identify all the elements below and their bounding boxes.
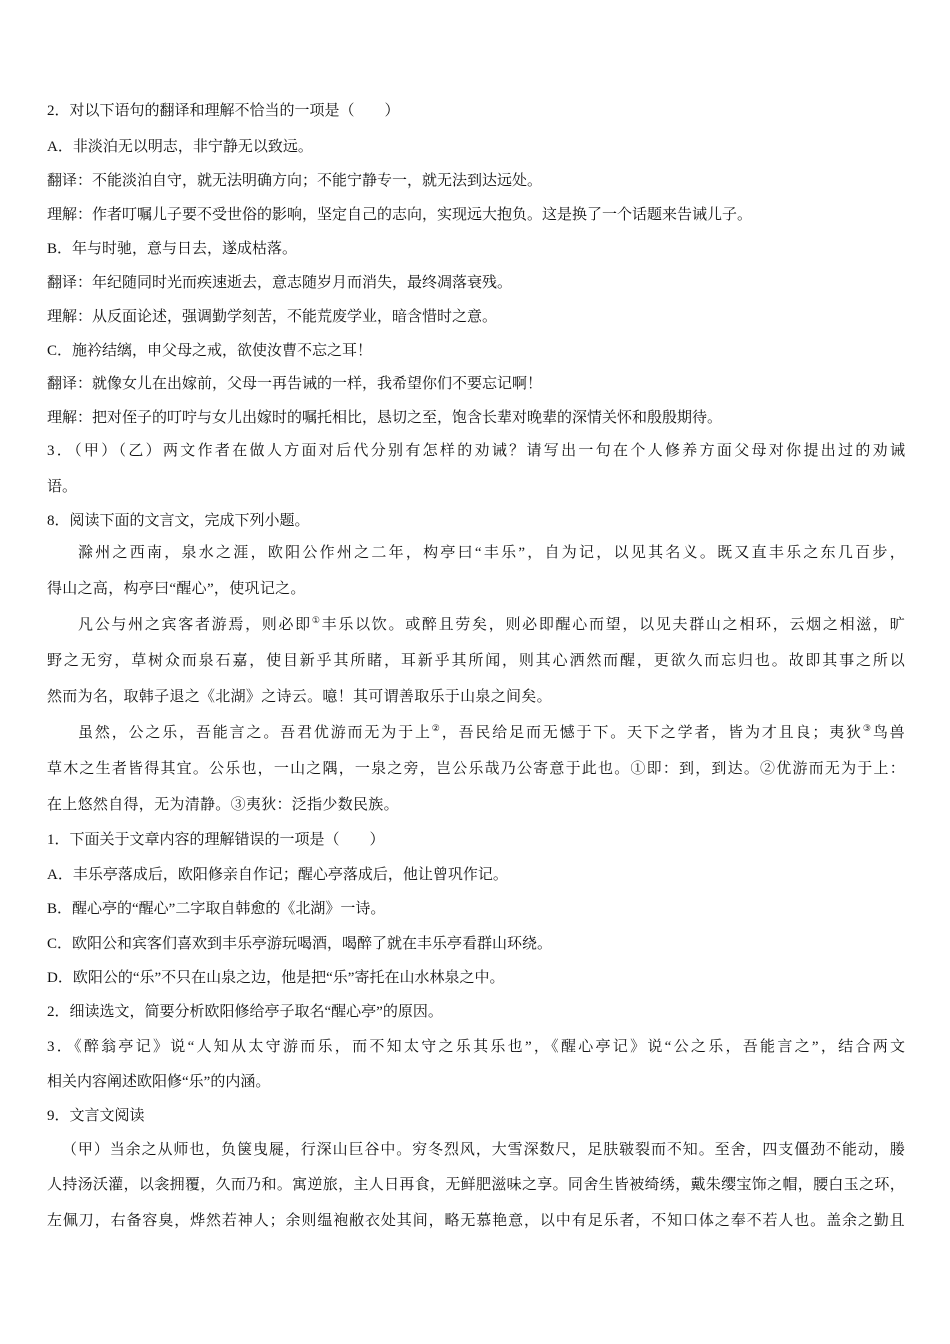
- q8-sub1-option-b: B．醒心亭的“醒心”二字取自韩愈的《北湖》一诗。: [47, 901, 386, 917]
- q8-passage-p3-line3: 在上悠然自得，无为清静。③夷狄：泛指少数民族。: [47, 797, 399, 813]
- q8-passage-p2-line3: 然而为名，取韩子退之《北湖》之诗云。噫！其可谓善取乐于山泉之间矣。: [47, 689, 552, 705]
- q8-sub1-stem: 1．下面关于文章内容的理解错误的一项是（ ）: [47, 832, 385, 848]
- q8-sub1-option-a: A．丰乐亭落成后，欧阳修亲自作记；醒心亭落成后，他让曾巩作记。: [47, 867, 508, 883]
- q2-option-c: C．施衿结缡，申父母之戒，欲使汝曹不忘之耳！: [47, 343, 373, 359]
- q8-passage-p3-line1: [78, 723, 905, 743]
- q9-passage-line3: 左佩刀，右备容臭，烨然若神人；余则缊袍敝衣处其间，略无慕艳意，以中有足乐者，不知口体之奉不若人也。盖余之勤且: [47, 1213, 905, 1229]
- q2-c-understanding: 理解：把对侄子的叮咛与女儿出嫁时的嘱托相比，恳切之至，饱含长辈对晚辈的深情关怀和殷殷期待。: [47, 410, 723, 426]
- q9-passage-line1: （甲）当余之从师也，负箧曳屣，行深山巨谷中。穷冬烈风，大雪深数尺，足肤皲裂而不知。至舍，四支僵劲不能动，媵: [62, 1142, 905, 1158]
- q8-passage-p2-line1: [78, 615, 905, 635]
- q2-b-understanding: 理解：从反面论述，强调勤学刻苦，不能荒废学业，暗含惜时之意。: [47, 309, 498, 325]
- q8-stem: 8．阅读下面的文言文，完成下列小题。: [47, 513, 310, 529]
- q2-a-understanding: 理解：作者叮嘱儿子要不受世俗的影响，坚定自己的志向，实现远大抱负。这是换了一个话题来告诫儿子。: [47, 207, 753, 223]
- q9-stem: 9．文言文阅读: [47, 1108, 145, 1124]
- q2-stem: 2．对以下语句的翻译和理解不恰当的一项是（ ）: [47, 103, 400, 119]
- q8-passage-p3-line2: 草木之生者皆得其宜。公乐也，一山之隅，一泉之旁，岂公乐哉乃公寄意于此也。①即：到，到达。②优游而无为于上：: [47, 761, 905, 777]
- q9-passage-line2: 人持汤沃灌，以衾拥覆，久而乃和。寓逆旅，主人日再食，无鲜肥滋味之享。同舍生皆被绮绣，戴朱缨宝饰之帽，腰白玉之环，: [47, 1177, 905, 1193]
- text: 凡公与州之宾客者游焉，则必即: [78, 617, 312, 633]
- text: 鸟兽: [872, 725, 905, 741]
- footnote-mark: ③: [862, 723, 873, 733]
- q8-passage-p1-line1: 滁州之西南，泉水之涯，欧阳公作州之二年，构亭曰“丰乐”，自为记，以见其名义。既又直丰乐之东几百步，: [78, 545, 905, 561]
- q8-sub3-line2: 相关内容阐述欧阳修“乐”的内涵。: [47, 1074, 271, 1090]
- q8-sub1-option-d: D．欧阳公的“乐”不只在山泉之边，他是把“乐”寄托在山水林泉之中。: [47, 970, 505, 986]
- q3-line2: 语。: [47, 479, 78, 495]
- q2-option-b: B．年与时驰，意与日去，遂成枯落。: [47, 241, 298, 257]
- q8-passage-p2-line2: 野之无穷，草树众而泉石嘉，使目新乎其所睹，耳新乎其所闻，则其心洒然而醒，更欲久而忘归也。故即其事之所以: [47, 653, 905, 669]
- q2-b-translation: 翻译：年纪随同时光而疾速逝去，意志随岁月而消失，最终凋落衰残。: [47, 275, 513, 291]
- q8-sub2: 2．细读选文，简要分析欧阳修给亭子取名“醒心亭”的原因。: [47, 1004, 443, 1020]
- footnote-mark: ②: [431, 723, 442, 733]
- text: 虽然，公之乐，吾能言之。吾君优游而无为于上: [78, 725, 432, 741]
- text: 丰乐以饮。或醉且劳矣，则必即醒心而望，以见夫群山之相环，云烟之相滋，旷: [321, 617, 905, 633]
- q2-c-translation: 翻译：就像女儿在出嫁前，父母一再告诫的一样，我希望你们不要忘记啊！: [47, 376, 543, 392]
- q8-sub1-option-c: C．欧阳公和宾客们喜欢到丰乐亭游玩喝酒，喝醉了就在丰乐亭看群山环绕。: [47, 936, 553, 952]
- q2-a-translation: 翻译：不能淡泊自守，就无法明确方向；不能宁静专一，就无法到达远处。: [47, 173, 543, 189]
- q8-sub3-line1: 3．《醉翁亭记》说“人知从太守游而乐，而不知太守之乐其乐也”，《醒心亭记》说“公之乐，吾能言之”，结合两文: [47, 1039, 905, 1055]
- text: ，吾民给足而无憾于下。天下之学者，皆为才且良；夷狄: [441, 725, 863, 741]
- q8-passage-p1-line2: 得山之高，构亭曰“醒心”，使巩记之。: [47, 581, 306, 597]
- q3-line1: 3．（甲）（乙）两文作者在做人方面对后代分别有怎样的劝诫？请写出一句在个人修养方面父母对你提出过的劝诫: [47, 443, 905, 459]
- q2-option-a: A．非淡泊无以明志，非宁静无以致远。: [47, 139, 313, 155]
- footnote-mark: ①: [311, 615, 322, 625]
